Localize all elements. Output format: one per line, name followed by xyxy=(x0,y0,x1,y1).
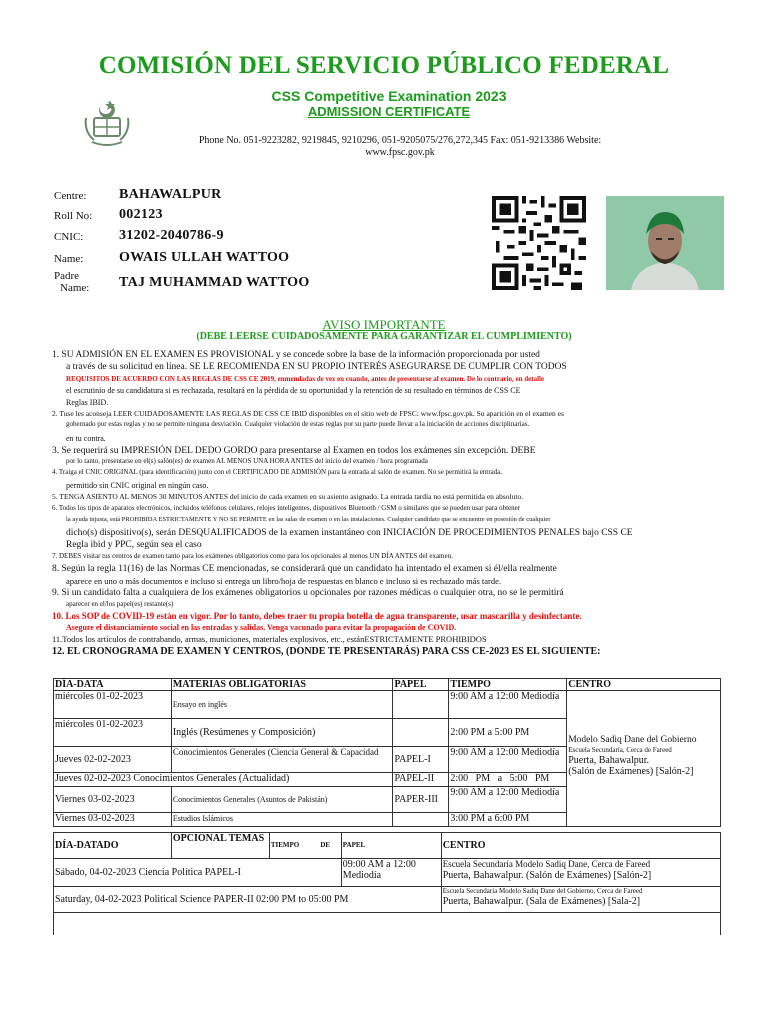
col-header-time: TIEMPO xyxy=(449,679,567,691)
col-header-day: DÍA-DATA xyxy=(54,679,172,691)
notice-item-6d: Regla ibid y PPC, según sea el caso xyxy=(66,540,202,550)
notice-item-1e: Reglas IBID. xyxy=(66,398,109,407)
centre-line: Escuela Secundaria Modelo Sadiq Dane del Gobierno, Cerca de Fareed xyxy=(442,887,643,895)
centre-line: Escuela Secundaria, Cerca de Fareed xyxy=(568,745,672,754)
organization-title: COMISIÓN DEL SERVICIO PÚBLICO FEDERAL xyxy=(98,52,670,79)
cell-subject: Ensayo en inglés xyxy=(171,691,393,719)
cell-day: Viernes 03-02-2023 xyxy=(54,813,172,827)
cell-paper: PAPEL-II xyxy=(393,773,449,787)
notice-item-9a: 9. Si un candidato falta a cualquiera de los exámenes obligatorios u opcionales por razones médicas o cualquier otra, no se le permitirá xyxy=(52,588,564,598)
notice-item-3b: por lo tanto, presentarse en el(s) salón(es) de examen AL MENOS UNA HORA ANTES del inicio del examen / hora programada xyxy=(66,457,428,465)
col-header-centre: CENTRO xyxy=(441,833,720,859)
cell-paper: PAPEL-I xyxy=(393,747,449,773)
centre-line: Puerta, Bahawalpur. xyxy=(568,754,650,766)
cell-time: 2:00 PM a 5:00 PM xyxy=(449,773,567,787)
qr-code xyxy=(489,196,589,290)
cnic-value: 31202-2040786-9 xyxy=(119,228,224,243)
notice-subtitle: (DEBE LEERSE CUIDADOSAMENTE PARA GARANTIZAR EL CUMPLIMIENTO) xyxy=(196,331,572,342)
cell-day: Jueves 02-02-2023 Conocimientos Generales (Actualidad) xyxy=(54,773,393,787)
empty-row xyxy=(54,913,721,935)
col-header-de: DE xyxy=(319,833,341,859)
notice-item-7: 7. DEBES visitar tus centros de examen tanto para los exámenes obligatorios como para los opcionales al menos UN DÍA ANTES del examen. xyxy=(52,552,453,560)
website-line: www.fpsc.gov.pk xyxy=(365,147,435,158)
centre-line: Puerta, Bahawalpur. (Salón de Exámenes) [Salón-2] xyxy=(442,870,652,881)
name-label: Name: xyxy=(54,253,84,265)
table-row xyxy=(54,859,721,887)
candidate-photo xyxy=(606,196,724,290)
col-header-centre: CENTRO xyxy=(567,679,721,691)
col-header-subject: MATERIAS OBLIGATORIAS xyxy=(171,679,393,691)
notice-item-10a: 10. Los SOP de COVID-19 están en vigor. Por lo tanto, debes traer tu propia botella de agua transparente, usar mascarilla y desinfectante. xyxy=(52,611,582,621)
notice-item-8b: aparece en uno o más documentos e incluso si entrega un libro/hoja de respuestas en blanco e incluso si es rechazado más tarde. xyxy=(66,576,502,586)
cell-paper: PAPER-III xyxy=(393,787,449,813)
cell-subject: Conocimientos Generales (Ciencia General & Capacidad xyxy=(171,747,393,773)
cell-day: miércoles 01-02-2023 xyxy=(54,719,172,747)
cell-paper xyxy=(393,719,449,747)
cell-centre xyxy=(567,691,721,827)
exam-title: CSS Competitive Examination 2023 xyxy=(271,88,507,104)
cell-day-subject: Saturday, 04-02-2023 Political Science PAPER-II 02:00 PM to 05:00 PM xyxy=(54,887,442,913)
cell-time: 09:00 AM a 12:00 Mediodía xyxy=(341,859,441,887)
state-emblem-icon xyxy=(80,96,134,148)
cell-subject: Conocimientos Generales (Asuntos de Pakistán) xyxy=(171,787,393,813)
centre-line: Escuela Secundaria Modelo Sadiq Dane, Cerca de Fareed xyxy=(442,859,651,869)
col-header-paper: PAPEL xyxy=(341,833,441,859)
cell-day: miércoles 01-02-2023 xyxy=(54,691,172,719)
table-row xyxy=(54,913,721,935)
cell-time: 9:00 AM a 12:00 Mediodía xyxy=(449,691,567,719)
cell-subject: Inglés (Resúmenes y Composición) xyxy=(171,719,393,747)
cell-day-subject: Sábado, 04-02-2023 Ciencia Política PAPEL-I xyxy=(54,859,342,887)
notice-item-6a: 6. Todos los tipos de aparatos electrónicos, incluidos teléfonos celulares, relojes inteligentes, dispositivos Bluetooth / GSM o similares que se pueden usar para obtener xyxy=(52,504,521,512)
col-header-optional: OPCIONAL TEMAS xyxy=(171,833,269,859)
table-row xyxy=(54,691,721,719)
notice-item-1a: 1. SU ADMISIÓN EN EL EXAMEN ES PROVISIONAL y se concede sobre la base de la información proporcionada por usted xyxy=(52,350,540,360)
notice-item-4b: permitido sin CNIC original en ningún caso. xyxy=(66,481,209,490)
father-label-line2: Name: xyxy=(60,282,90,294)
notice-item-2c: en tu contra. xyxy=(66,434,106,443)
notice-item-1c: REQUISITOS DE ACUERDO CON LAS REGLAS DE CSS CE 2019, enmendadas de vez en cuando, antes de presentarse al examen. De lo contrario, en detalle xyxy=(66,375,545,383)
certificate-title: ADMISSION CERTIFICATE xyxy=(307,104,471,119)
notice-item-11: 11.Todos los artículos de contrabando, armas, municiones, materiales explosivos, etc., estánESTRICTAMENTE PROHIBIDOS xyxy=(52,634,487,644)
father-label xyxy=(54,270,89,294)
notice-item-6c: dicho(s) dispositivo(s), serán DESQUALIFICADOS de la examen instantáneo con INICIACIÓN DE PROCEDIMIENTOS PENALES bajo CSS CE xyxy=(66,528,633,538)
contact-info xyxy=(130,135,670,159)
optional-schedule-table xyxy=(53,832,721,935)
notice-title-text: AVISO IMPORTANTE xyxy=(322,317,446,332)
compulsory-schedule-table xyxy=(53,678,721,827)
cell-centre xyxy=(441,859,720,887)
cell-day: Viernes 03-02-2023 xyxy=(54,787,172,813)
cell-time: 9:00 AM a 12:00 Mediodía xyxy=(449,747,567,773)
cell-paper xyxy=(393,691,449,719)
notice-item-6b: la ayuda injusta, está PROHIBIDA ESTRICTAMENTE Y NO SE PERMITE en las salas de examen o en las instalaciones. Cualquier candidato que se encuentre en posesión de cualquier xyxy=(66,516,551,523)
notice-item-10b: Asegure el distanciamiento social en las entradas y salidas. Venga vacunado para evitar la propagación de COVID. xyxy=(66,623,457,632)
cell-time: 3:00 PM a 6:00 PM xyxy=(449,813,567,827)
notice-item-2b: gobernado por estas reglas y no se permite ninguna desviación. Cualquier violación de estas reglas por su parte puede llevar a la iniciación de acciones disciplinarias. xyxy=(66,420,530,428)
centre-value: BAHAWALPUR xyxy=(119,187,222,202)
cnic-label: CNIC: xyxy=(54,231,84,243)
centre-line: Modelo Sadiq Dane del Gobierno xyxy=(568,734,697,745)
table-row xyxy=(54,887,721,913)
notice-item-1d: el escrutinio de su candidatura si es rechazada, resultará en la pérdida de su oportunidad y la retención de su resultado en términos de CSS CE xyxy=(66,386,521,395)
cell-subject: Estudios Islámicos xyxy=(171,813,393,827)
cell-time: 2:00 PM a 5:00 PM xyxy=(449,719,567,747)
cell-paper xyxy=(393,813,449,827)
centre-line: (Salón de Exámenes) [Salón-2] xyxy=(568,765,694,777)
notice-item-3a: 3. Se requerirá su IMPRESIÓN DEL DEDO GORDO para presentarse al Examen en todos los exámenes sin excepción. DEBE xyxy=(52,446,536,456)
father-label-line1: Padre xyxy=(54,270,80,282)
cell-day: Jueves 02-02-2023 xyxy=(54,747,172,773)
col-header-paper: PAPEL xyxy=(393,679,449,691)
roll-value: 002123 xyxy=(119,207,163,222)
notice-item-1b: a través de su solicitud en línea. SE LE RECOMIENDA EN SU PROPIO INTERÉS ASEGURARSE DE CUMPLIR CON TODOS xyxy=(66,362,567,372)
roll-label: Roll No: xyxy=(54,210,93,222)
centre-label: Centre: xyxy=(54,190,87,202)
table-header-row xyxy=(54,679,721,691)
notice-item-5: 5. TENGA ASIENTO AL MENOS 30 MINUTOS ANTES del inicio de cada examen en su asiento asignado. La entrada tardía no está permitida en absoluto. xyxy=(52,492,524,501)
name-value: OWAIS ULLAH WATTOO xyxy=(119,250,290,265)
notice-item-12: 12. EL CRONOGRAMA DE EXAMEN Y CENTROS, (DONDE TE PRESENTARÁS) PARA CSS CE-2023 ES EL SIGUIENTE: xyxy=(52,646,601,657)
father-value: TAJ MUHAMMAD WATTOO xyxy=(119,275,310,290)
cell-time: 9:00 AM a 12:00 Mediodía xyxy=(449,787,567,813)
notice-item-2a: 2. Tuse les aconseja LEER CUIDADOSAMENTE LAS REGLAS DE CSS CE IBID disponibles en el sitio web de FPSC: www.fpsc.gov.pk. Su aparición en el examen es xyxy=(52,409,564,418)
notice-item-8a: 8. Según la regla 11(16) de las Normas CE mencionadas, se considerará que un candidato ha intentado el examen si él/ella realmente xyxy=(52,564,557,574)
notice-item-4a: 4. Traiga el CNIC ORIGINAL (para identificación) junto con el CERTIFICADO DE ADMISIÓN para la entrada al salón de examen. No se permitirá la entrada. xyxy=(52,468,503,476)
centre-line: Puerta, Bahawalpur. (Sala de Exámenes) [Sala-2] xyxy=(442,896,641,907)
notice-item-9b: aparecer en el/los papel(es) restante(s) xyxy=(66,600,174,608)
table-header-row xyxy=(54,833,721,859)
col-header-day: DÍA-DATADO xyxy=(54,833,172,859)
col-header-time: TIEMPO xyxy=(269,833,319,859)
contact-line: Phone No. 051-9223282, 9219845, 9210296, 051-9205075/276,272,345 Fax: 051-9213386 Website: xyxy=(198,135,602,146)
cell-centre xyxy=(441,887,720,913)
